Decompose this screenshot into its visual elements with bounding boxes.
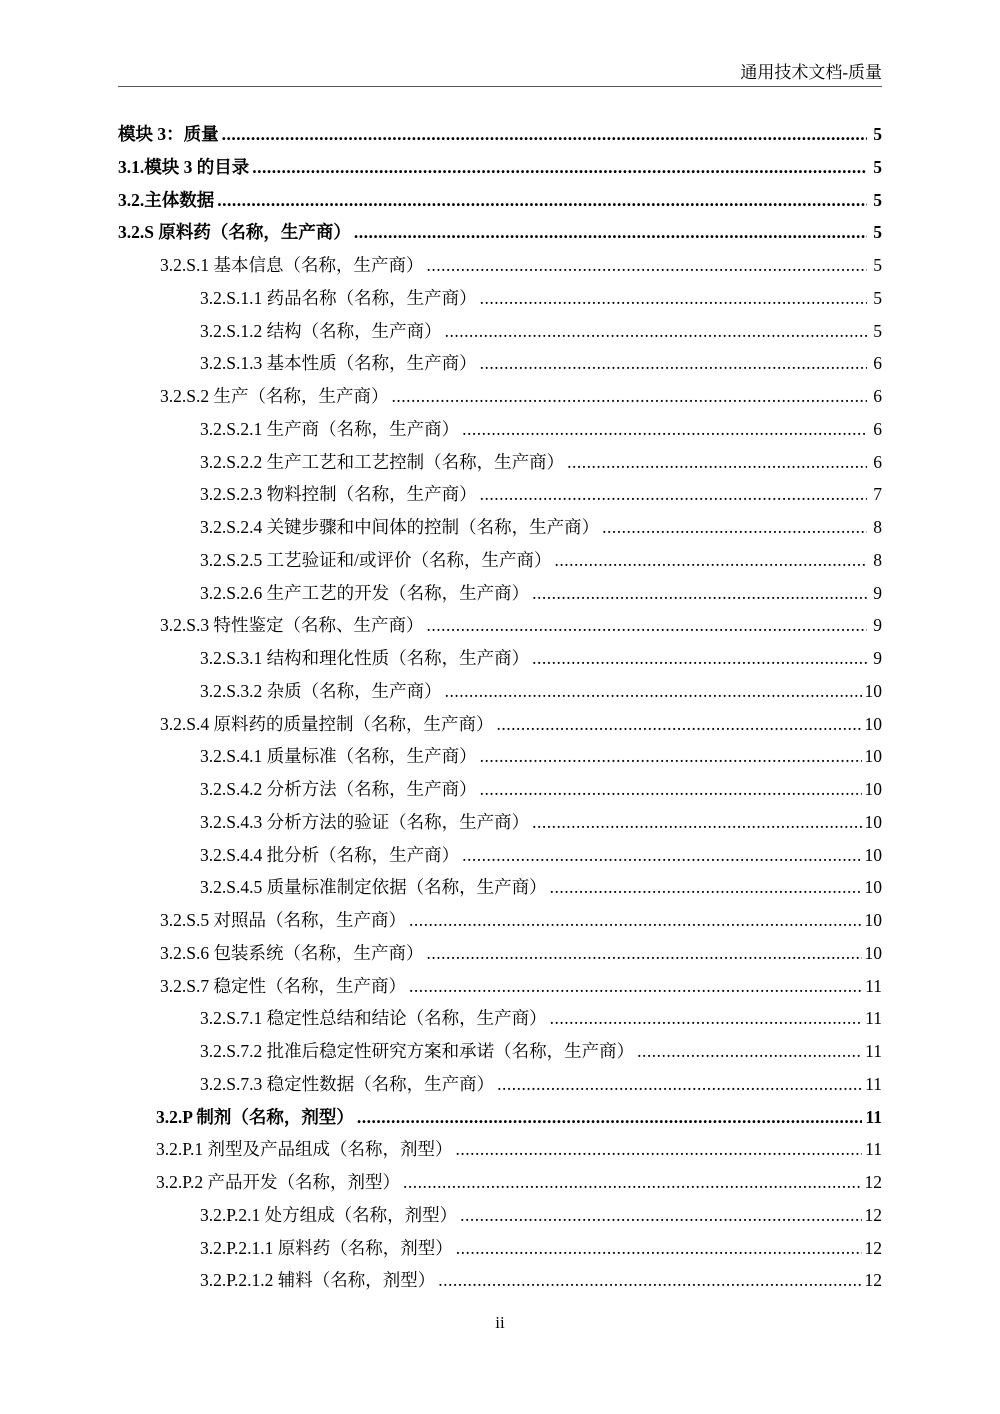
toc-entry-title: 3.2.S.2 生产（名称，生产商） [160,386,389,406]
toc-entry-title: 3.2.S.3.1 结构和理化性质（名称，生产商） [200,648,530,668]
toc-entry-page: 11 [865,975,882,996]
toc-entry-title: 3.2.P.1 剂型及产品组成（名称，剂型） [156,1139,453,1160]
toc-entry[interactable] [118,1232,882,1265]
toc-dot-leader [532,642,867,675]
toc-entry-title: 3.2.S.7.2 批准后稳定性研究方案和承诺（名称，生产商） [200,1041,635,1061]
toc-dot-leader [567,446,867,479]
toc-entry-title: 3.2.S.1.2 结构（名称，生产商） [200,320,442,341]
toc-entry[interactable] [118,773,882,806]
toc-entry-page: 10 [864,844,882,865]
toc-dot-leader [532,806,861,839]
toc-entry-title: 3.2.S 原料药（名称，生产商） [118,222,351,243]
toc-entry[interactable] [118,577,882,610]
toc-entry-title: 3.2.S.1.3 基本性质（名称，生产商） [200,353,477,374]
toc-entry[interactable] [118,806,882,839]
toc-entry[interactable] [118,347,882,380]
toc-entry-title: 3.2.S.4.3 分析方法的验证（名称，生产商） [200,811,530,832]
toc-entry-page: 5 [873,222,882,243]
toc-entry[interactable] [118,380,882,413]
toc-entry-page: 8 [873,549,882,570]
toc-dot-leader [403,1166,861,1199]
toc-entry[interactable] [118,1101,882,1134]
toc-entry-title: 3.2.S.2.5 工艺验证和/或评价（名称，生产商） [200,549,552,570]
toc-entry-page: 10 [864,910,882,930]
toc-dot-leader [460,1199,861,1232]
toc-dot-leader [445,675,862,708]
toc-entry[interactable] [118,446,882,479]
toc-entry-page: 11 [865,1106,882,1127]
toc-entry-page: 12 [864,1270,882,1291]
toc-entry[interactable] [118,511,882,544]
toc-entry-page: 5 [873,287,882,308]
toc-dot-leader [409,904,862,937]
toc-entry-title: 3.2.S.2.1 生产商（名称，生产商） [200,418,460,439]
toc-entry[interactable] [118,708,882,741]
toc-entry-title: 3.2.S.6 包装系统（名称，生产商） [160,942,424,963]
toc-entry-page: 10 [864,779,882,799]
toc-entry-title: 3.2.P.2 产品开发（名称，剂型） [156,1172,401,1192]
toc-entry-title: 3.2.S.7.3 稳定性数据（名称，生产商） [200,1073,495,1094]
toc-entry[interactable] [118,282,882,315]
toc-entry-page: 5 [873,156,882,177]
toc-dot-leader [357,1101,863,1134]
toc-entry-page: 5 [873,255,882,275]
toc-dot-leader [637,1035,862,1068]
toc-entry-page: 5 [873,320,882,341]
toc-dot-leader [354,216,867,249]
toc-dot-leader [480,347,867,380]
toc-entry-page: 11 [865,1041,882,1061]
running-header: 通用技术文档-质量 [740,63,882,82]
toc-dot-leader [602,511,867,544]
toc-entry-page: 6 [873,418,882,439]
toc-entry-page: 5 [873,189,882,210]
toc-entry-title: 3.2.S.2.3 物料控制（名称，生产商） [200,484,477,505]
toc-entry[interactable] [118,478,882,511]
toc-entry[interactable] [118,642,882,675]
toc-dot-leader [217,184,867,217]
toc-entry-title: 3.1.模块 3 的目录 [118,156,250,177]
toc-entry[interactable] [118,839,882,872]
toc-entry-page: 5 [873,124,882,144]
toc-entry[interactable] [118,871,882,904]
toc-entry[interactable] [118,970,882,1003]
toc-dot-leader [456,1232,862,1265]
toc-dot-leader [462,839,861,872]
toc-entry-page: 10 [864,942,882,963]
toc-entry-title: 3.2.S.7.1 稳定性总结和结论（名称，生产商） [200,1008,547,1029]
toc-dot-leader [426,249,867,282]
toc-entry[interactable] [118,216,882,249]
toc-dot-leader [480,282,867,315]
toc-dot-leader [445,315,867,348]
toc-entry-page: 12 [864,1172,882,1192]
toc-entry-title: 3.2.S.4.2 分析方法（名称，生产商） [200,779,477,799]
header-divider [118,86,882,87]
toc-entry-page: 6 [873,353,882,374]
toc-entry-page: 6 [873,386,882,406]
toc-dot-leader [496,708,861,741]
toc-entry-page: 10 [864,877,882,898]
toc-dot-leader [462,413,867,446]
toc-dot-leader [426,937,861,970]
toc-entry-page: 11 [865,1139,882,1160]
toc-dot-leader [426,609,867,642]
toc-entry-title: 3.2.主体数据 [118,189,215,210]
toc-dot-leader [456,1133,863,1166]
toc-entry-title: 3.2.P.2.1 处方组成（名称，剂型） [200,1204,458,1225]
toc-entry[interactable] [118,1133,882,1166]
toc-dot-leader [480,740,862,773]
toc-dot-leader [497,1068,862,1101]
toc-entry-page: 12 [864,1237,882,1258]
toc-entry[interactable] [118,1264,882,1297]
toc-entry[interactable] [118,413,882,446]
toc-entry[interactable] [118,904,882,937]
toc-entry-title: 3.2.S.4.1 质量标准（名称，生产商） [200,746,477,767]
toc-dot-leader [222,118,867,151]
toc-entry-page: 10 [864,811,882,832]
toc-dot-leader [391,380,867,413]
toc-entry-title: 3.2.S.5 对照品（名称，生产商） [160,910,406,930]
toc-entry[interactable] [118,151,882,184]
toc-entry-page: 8 [873,517,882,537]
toc-dot-leader [480,478,867,511]
page-number: ii [495,1313,505,1332]
toc-entry-title: 3.2.S.4.4 批分析（名称，生产商） [200,844,460,865]
toc-entry[interactable] [118,1068,882,1101]
toc-entry-title: 3.2.S.4.5 质量标准制定依据（名称，生产商） [200,877,547,898]
toc-dot-leader [550,1002,863,1035]
toc-entry-title: 3.2.S.7 稳定性（名称，生产商） [160,975,406,996]
toc-entry-page: 9 [873,582,882,603]
toc-entry[interactable] [118,1002,882,1035]
toc-entry-page: 10 [864,713,882,734]
toc-dot-leader [550,871,862,904]
toc-entry-title: 3.2.S.2.6 生产工艺的开发（名称，生产商） [200,582,530,603]
toc-entry[interactable] [118,249,882,282]
toc-dot-leader [554,544,867,577]
toc-entry[interactable] [118,1199,882,1232]
toc-entry-title: 3.2.P 制剂（名称，剂型） [156,1106,354,1127]
toc-entry-page: 12 [864,1204,882,1225]
toc-entry[interactable] [118,315,882,348]
table-of-contents [118,118,882,1297]
toc-entry-page: 11 [865,1073,882,1094]
toc-entry-title: 3.2.P.2.1.2 辅料（名称，剂型） [200,1270,436,1291]
toc-entry[interactable] [118,609,882,642]
toc-entry[interactable] [118,184,882,217]
toc-entry-title: 3.2.S.1.1 药品名称（名称，生产商） [200,287,477,308]
toc-entry-title: 模块 3：质量 [118,124,219,144]
toc-entry[interactable] [118,1035,882,1068]
toc-entry[interactable] [118,675,882,708]
toc-entry-page: 10 [864,746,882,767]
toc-entry-title: 3.2.S.4 原料药的质量控制（名称，生产商） [160,713,494,734]
toc-entry-page: 10 [864,680,882,701]
toc-dot-leader [480,773,862,806]
toc-entry[interactable] [118,740,882,773]
toc-entry[interactable] [118,1166,882,1199]
toc-entry[interactable] [118,118,882,151]
toc-entry-title: 3.2.P.2.1.1 原料药（名称，剂型） [200,1237,453,1258]
toc-entry[interactable] [118,937,882,970]
toc-dot-leader [438,1264,861,1297]
toc-entry-title: 3.2.S.2.2 生产工艺和工艺控制（名称，生产商） [200,451,565,472]
toc-entry-page: 9 [873,648,882,668]
toc-entry-page: 7 [873,484,882,505]
toc-dot-leader [409,970,862,1003]
toc-entry-title: 3.2.S.3 特性鉴定（名称、生产商） [160,615,424,636]
toc-dot-leader [252,151,867,184]
toc-entry-title: 3.2.S.2.4 关键步骤和中间体的控制（名称，生产商） [200,517,600,537]
toc-entry-title: 3.2.S.1 基本信息（名称，生产商） [160,255,424,275]
toc-entry-page: 6 [873,451,882,472]
toc-dot-leader [532,577,867,610]
toc-entry-title: 3.2.S.3.2 杂质（名称，生产商） [200,680,442,701]
toc-entry-page: 11 [865,1008,882,1029]
toc-entry[interactable] [118,544,882,577]
toc-entry-page: 9 [873,615,882,636]
